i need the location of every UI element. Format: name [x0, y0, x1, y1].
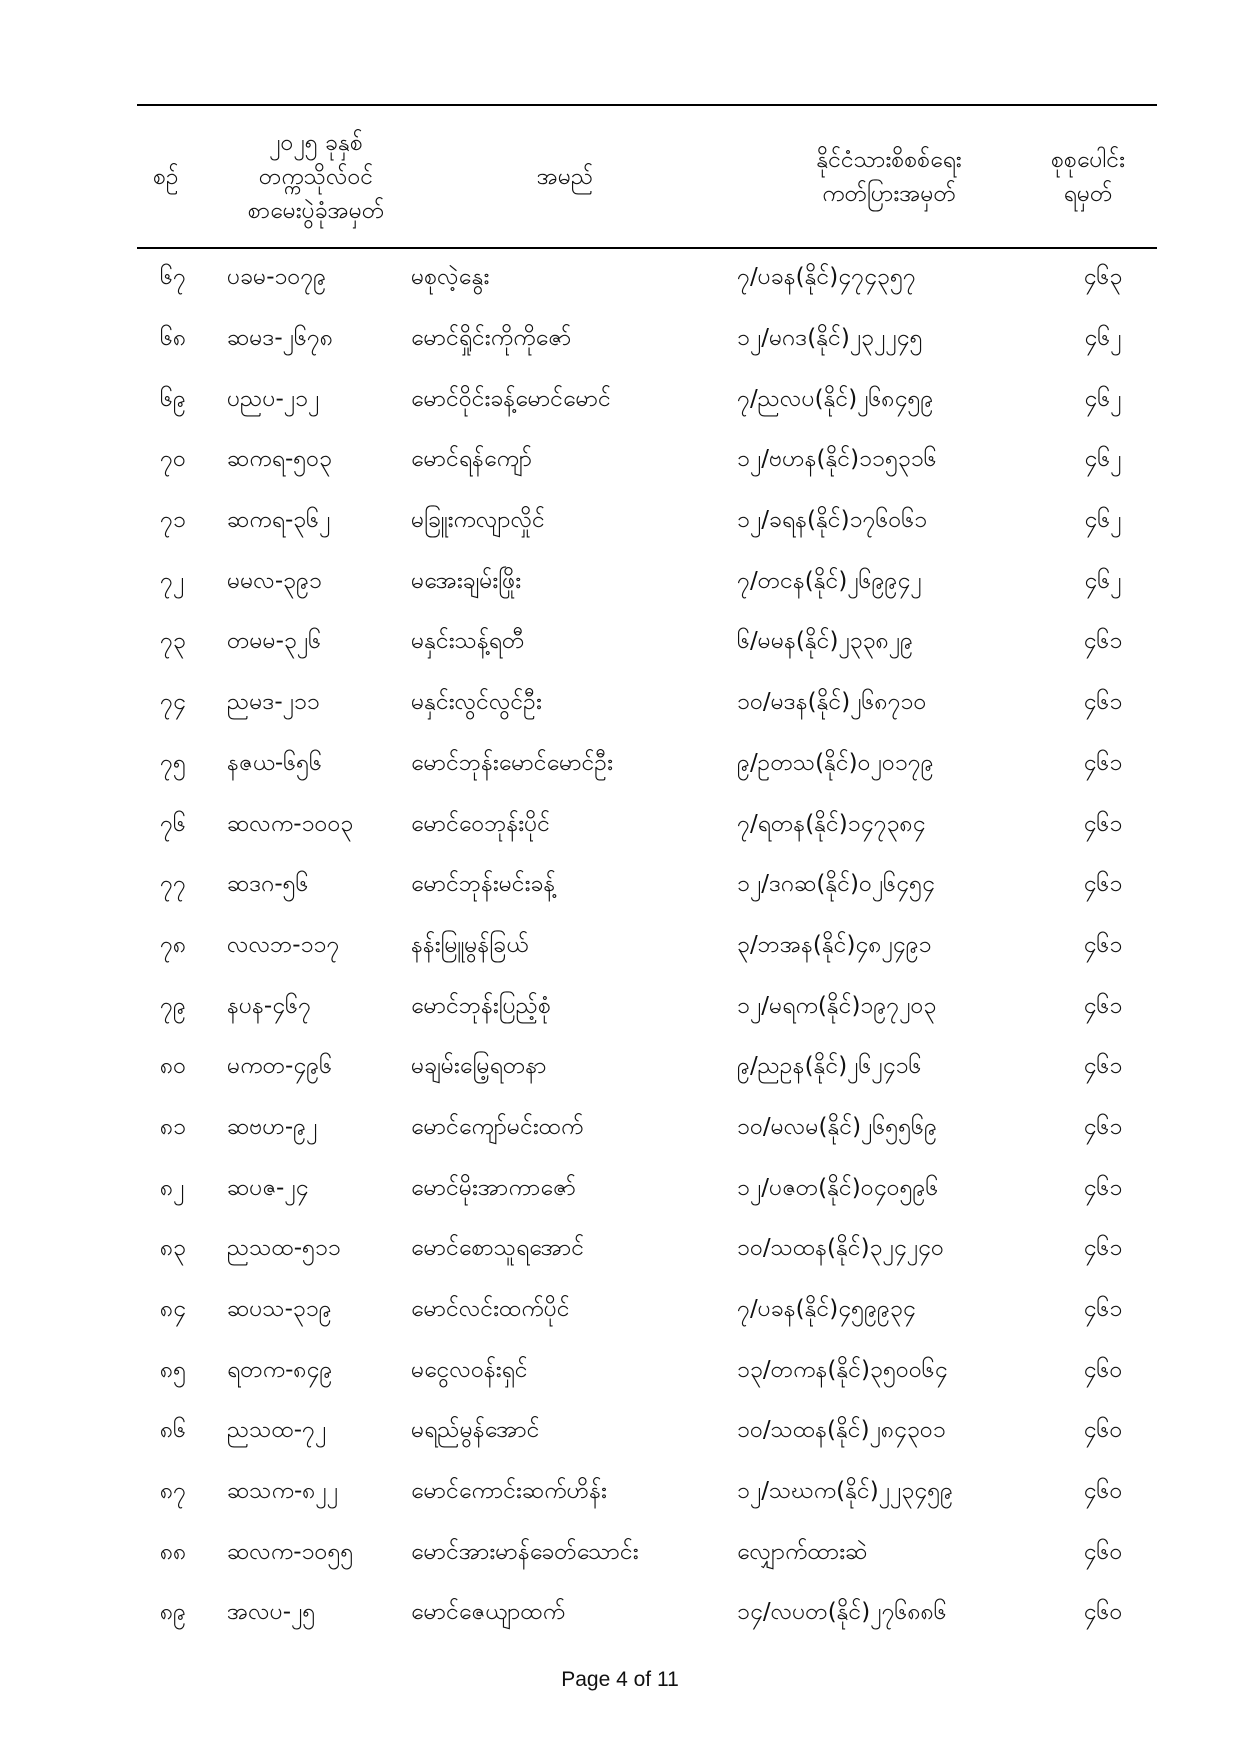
table-row	[137, 1281, 1157, 1342]
nrc-number-cell: ၉/ဥတသ(နိုင်)၀၂၀၁၇၉	[737, 749, 934, 776]
page-number: Page 4 of 11	[561, 1668, 679, 1691]
serial-number-cell: ၈၅	[160, 1356, 187, 1383]
name-cell: မောင်ဝိုင်းခန့်မောင်မောင်	[411, 385, 611, 412]
nrc-number-cell: ၁၀/သထန(နိုင်)၂၈၄၃၀၁	[737, 1417, 946, 1444]
total-marks-cell: ၄၆၂	[1084, 325, 1122, 352]
nrc-number-cell: ၇/ညလပ(နိုင်)၂၆၈၄၅၉	[737, 385, 934, 412]
total-marks-cell: ၄၆၃	[1083, 264, 1123, 291]
roll-number-cell: မကတ-၄၉၆	[227, 1053, 333, 1080]
table-row	[137, 552, 1157, 613]
total-marks-cell: ၄၆၁	[1083, 1296, 1123, 1323]
total-marks-cell: ၄၆၁	[1083, 931, 1123, 958]
name-cell: မောင်အားမာန်ခေတ်သောင်း	[411, 1538, 639, 1565]
total-marks-cell: ၄၆၁	[1083, 992, 1123, 1019]
table-row	[137, 1099, 1157, 1160]
serial-number-cell: ၈၁	[160, 1113, 187, 1140]
serial-number-cell: ၈၇	[160, 1478, 187, 1505]
serial-number-cell: ၈၃	[160, 1235, 187, 1262]
name-cell: မစုလဲ့နွေး	[411, 264, 490, 291]
roll-number-cell: ဆသက-၈၂၂	[227, 1478, 339, 1505]
roll-number-cell: ဆကရ-၃၆၂	[227, 507, 331, 534]
header-nrc-line-2: ကတ်ပြားအမှတ်	[822, 180, 956, 207]
nrc-number-cell: ၁၂/ပဇတ(နိုင်)၀၄၀၅၉၆	[737, 1174, 939, 1201]
roll-number-cell: ဆပဇ-၂၄	[227, 1174, 309, 1201]
table-row	[137, 917, 1157, 978]
header-total-line-1: စုစုပေါင်း	[1050, 146, 1126, 173]
name-cell: မောင်ကောင်းဆက်ဟိန်း	[411, 1478, 607, 1505]
total-marks-cell: ၄၆၀	[1083, 1538, 1123, 1565]
table-row	[137, 856, 1157, 917]
table-row	[137, 431, 1157, 492]
roll-number-cell: အလပ-၂၅	[227, 1599, 316, 1626]
table-row	[137, 977, 1157, 1038]
total-marks-cell: ၄၆၁	[1083, 689, 1123, 716]
header-roll-line-1: ၂၀၂၅ ခုနှစ်	[269, 129, 363, 156]
header-total-line-2: ရမှတ်	[1063, 180, 1113, 207]
roll-number-cell: ညသထ-၇၂	[227, 1417, 327, 1444]
total-marks-cell: ၄၆၀	[1083, 1356, 1123, 1383]
results-table-wrapper	[137, 104, 1157, 1645]
header-nrc-number	[719, 105, 1019, 248]
name-cell: မနှင်းလွင်လွင်ဦး	[411, 689, 542, 716]
roll-number-cell: ပခမ-၁၀၇၉	[227, 264, 327, 291]
serial-number-cell: ၆၇	[160, 264, 186, 291]
serial-number-cell: ၇၁	[160, 507, 186, 534]
table-row	[137, 248, 1157, 310]
nrc-number-cell: ၆/မမန(နိုင်)၂၃၃၈၂၉	[737, 628, 914, 655]
total-marks-cell: ၄၆၀	[1083, 1599, 1123, 1626]
header-exam-roll-number	[221, 105, 411, 248]
roll-number-cell: ဆဒဂ-၅၆	[227, 871, 309, 898]
serial-number-cell: ၈၈	[160, 1538, 187, 1565]
table-row	[137, 735, 1157, 796]
name-cell: မချမ်းမြေ့ရတနာ	[411, 1053, 547, 1080]
roll-number-cell: ဆမဒ-၂၆၇၈	[227, 325, 333, 352]
nrc-number-cell: ၁၃/တကန(နိုင်)၃၅၀၀၆၄	[737, 1356, 948, 1383]
total-marks-cell: ၄၆၂	[1084, 507, 1122, 534]
name-cell: မနှင်းသန့်ရတီ	[411, 628, 525, 655]
total-marks-cell: ၄၆၁	[1083, 628, 1123, 655]
total-marks-cell: ၄၆၁	[1083, 1235, 1123, 1262]
name-cell: မရည်မွန်အောင်	[411, 1417, 540, 1444]
serial-number-cell: ၈၄	[160, 1296, 187, 1323]
nrc-number-cell: ၇/ပခန(နိုင်)၄၇၄၃၅၇	[737, 264, 916, 291]
table-row	[137, 795, 1157, 856]
nrc-number-cell: ၁၂/မဂဒ(နိုင်)၂၃၂၂၄၅	[737, 325, 923, 352]
serial-number-cell: ၈၂	[160, 1174, 185, 1201]
serial-number-cell: ၆၉	[160, 385, 186, 412]
serial-number-cell: ၈၆	[160, 1417, 187, 1444]
roll-number-cell: လလဘ-၁၁၇	[227, 931, 340, 958]
header-name: အမည်	[536, 163, 594, 190]
total-marks-cell: ၄၆၁	[1083, 1174, 1123, 1201]
table-header	[137, 105, 1157, 248]
table-body	[137, 248, 1157, 1645]
nrc-number-cell: ၁၂/ခရန(နိုင်)၁၇၆၀၆၁	[737, 507, 928, 534]
nrc-number-cell: ၁၀/မလမ(နိုင်)၂၆၅၅၆၉	[737, 1113, 938, 1140]
name-cell: မောင်ဘုန်းမောင်မောင်ဦး	[411, 749, 614, 776]
table-row	[137, 1584, 1157, 1645]
total-marks-cell: ၄၆၁	[1083, 1113, 1123, 1140]
total-marks-cell: ၄၆၁	[1083, 1053, 1123, 1080]
roll-number-cell: တမမ-၃၂၆	[227, 628, 322, 655]
nrc-number-cell: ၁၀/သထန(နိုင်)၃၂၄၂၄၀	[737, 1235, 944, 1262]
roll-number-cell: ဆကရ-၅၀၃	[227, 446, 333, 473]
serial-number-cell: ၇၀	[160, 446, 186, 473]
nrc-number-cell: ၇/ပခန(နိုင်)၄၅၉၉၃၄	[737, 1296, 916, 1323]
table-row	[137, 1038, 1157, 1099]
nrc-number-cell: ၁၄/လပတ(နိုင်)၂၇၆၈၈၆	[737, 1599, 947, 1626]
total-marks-cell: ၄၆၀	[1083, 1417, 1123, 1444]
serial-number-cell: ၈၀	[160, 1053, 187, 1080]
roll-number-cell: နဇယ-၆၅၆	[227, 749, 323, 776]
nrc-number-cell: ၁၀/မဒန(နိုင်)၂၆၈၇၁၀	[737, 689, 927, 716]
name-cell: မခြူးကလျာလှိုင်	[411, 507, 545, 534]
serial-number-cell: ၈၉	[160, 1599, 187, 1626]
table-row	[137, 1523, 1157, 1584]
name-cell: မငွေလဝန်းရှင်	[411, 1356, 528, 1383]
roll-number-cell: မမလ-၃၉၁	[227, 567, 322, 594]
table-row	[137, 1402, 1157, 1463]
roll-number-cell: ဆဗဟ-၉၂	[227, 1113, 318, 1140]
serial-number-cell: ၇၇	[160, 871, 186, 898]
nrc-number-cell: ၁၂/ဗဟန(နိုင်)၁၁၅၃၁၆	[737, 446, 937, 473]
serial-number-cell: ၇၈	[160, 931, 187, 958]
roll-number-cell: ဆလက-၁၀၀၃	[227, 810, 354, 837]
name-cell: မောင်လင်းထက်ပိုင်	[411, 1296, 570, 1323]
table-row	[137, 613, 1157, 674]
roll-number-cell: ဆပသ-၃၁၉	[227, 1296, 332, 1323]
total-marks-cell: ၄၆၀	[1083, 1478, 1123, 1505]
nrc-number-cell: ၇/ရတန(နိုင်)၁၄၇၃၈၄	[737, 810, 926, 837]
name-cell: မောင်ဘုန်းပြည့်စုံ	[411, 992, 551, 1019]
name-cell: မောင်ကျော်မင်းထက်	[411, 1113, 584, 1140]
header-total-marks	[1019, 105, 1157, 248]
serial-number-cell: ၇၂	[160, 567, 185, 594]
header-row	[137, 105, 1157, 248]
roll-number-cell: ဆလက-၁၀၅၅	[227, 1538, 354, 1565]
roll-number-cell: ရတက-၈၄၉	[227, 1356, 333, 1383]
total-marks-cell: ၄၆၁	[1083, 871, 1123, 898]
serial-number-cell: ၇၉	[160, 992, 186, 1019]
nrc-number-cell: ၇/တငန(နိုင်)၂၆၉၉၄၂	[737, 567, 922, 594]
name-cell: နန်းမြူမွန်ခြယ်	[411, 931, 529, 958]
name-cell: မောင်ရန်ကျော်	[411, 446, 533, 473]
nrc-number-cell: ၁၂/သဃက(နိုင်)၂၂၃၄၅၉	[737, 1478, 954, 1505]
table-row	[137, 1463, 1157, 1524]
serial-number-cell: ၇၃	[160, 628, 186, 655]
name-cell: မအေးချမ်းဖြိုး	[411, 567, 522, 594]
name-cell: မောင်မိုးအာကာဇော်	[411, 1174, 576, 1201]
nrc-number-cell: ၉/ညဥန(နိုင်)၂၆၂၄၁၆	[737, 1053, 922, 1080]
name-cell: မောင်ဘုန်းမင်းခန့်	[411, 871, 556, 898]
serial-number-cell: ၇၄	[160, 689, 186, 716]
header-roll-line-2: တက္ကသိုလ်ဝင်	[258, 163, 374, 190]
header-nrc-line-1: နိုင်ငံသားစိစစ်ရေး	[816, 146, 962, 173]
roll-number-cell: ညသထ-၅၁၁	[227, 1235, 341, 1262]
nrc-number-cell: ၃/ဘအန(နိုင်)၄၈၂၄၉၁	[737, 931, 932, 958]
total-marks-cell: ၄၆၁	[1083, 810, 1123, 837]
name-cell: မောင်ဇေယျာထက်	[411, 1599, 566, 1626]
roll-number-cell: နပန-၄၆၇	[227, 992, 312, 1019]
serial-number-cell: ၇၆	[160, 810, 186, 837]
serial-number-cell: ၇၅	[160, 749, 186, 776]
name-cell: မောင်စောသူရအောင်	[411, 1235, 585, 1262]
total-marks-cell: ၄၆၂	[1084, 446, 1122, 473]
name-cell: မောင်ရှိုင်းကိုကိုဇော်	[411, 325, 572, 352]
name-cell: မောင်ဝေဘုန်းပိုင်	[411, 810, 551, 837]
table-row	[137, 674, 1157, 735]
total-marks-cell: ၄၆၂	[1084, 385, 1122, 412]
table-row	[137, 492, 1157, 553]
total-marks-cell: ၄၆၂	[1084, 567, 1122, 594]
table-row	[137, 310, 1157, 371]
table-row	[137, 1341, 1157, 1402]
header-roll-line-3: စာမေးပွဲခုံအမှတ်	[247, 197, 385, 224]
roll-number-cell: ပညပ-၂၁၂	[227, 385, 320, 412]
header-serial-number: စဉ်	[153, 163, 179, 190]
table-row	[137, 370, 1157, 431]
table-row	[137, 1159, 1157, 1220]
nrc-number-cell: ၁၂/ဒဂဆ(နိုင်)၀၂၆၄၅၄	[737, 871, 935, 898]
total-marks-cell: ၄၆၁	[1083, 749, 1123, 776]
nrc-number-cell: ၁၂/မရက(နိုင်)၁၉၇၂၀၃	[737, 992, 937, 1019]
table-row	[137, 1220, 1157, 1281]
nrc-number-cell: လျှောက်ထားဆဲ	[737, 1538, 868, 1565]
results-table	[137, 104, 1157, 1645]
roll-number-cell: ညမဒ-၂၁၁	[227, 689, 320, 716]
serial-number-cell: ၆၈	[160, 325, 187, 352]
